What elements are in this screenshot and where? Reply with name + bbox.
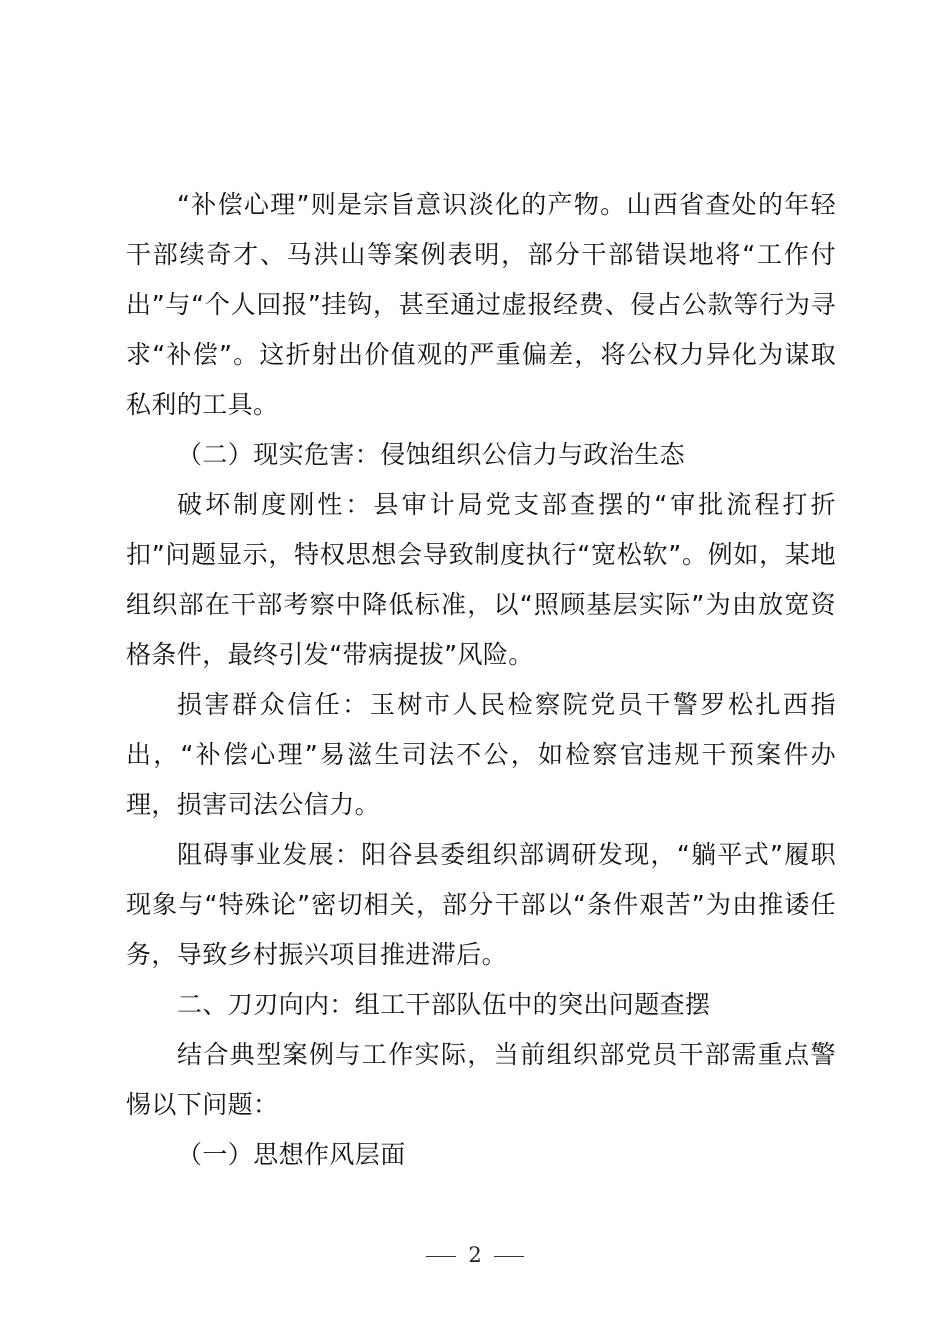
- footer-dash-left: [426, 1256, 456, 1257]
- page-number: 2: [468, 1243, 482, 1267]
- footer-dash-right: [494, 1256, 524, 1257]
- paragraph-review-intro: 结合典型案例与工作实际，当前组织部党员干部需重点警惕以下问题：: [126, 1040, 836, 1119]
- section-heading-real-harm: （二）现实危害：侵蚀组织公信力与政治生态: [177, 440, 686, 469]
- paragraph-compensation-mentality: “补偿心理”则是宗旨意识淡化的产物。山西省查处的年轻干部续奇才、马洪山等案例表明，部分干部错误地将“工作付出”与“个人回报”挂钩，甚至通过虚报经费、侵占公款等行为寻求“补偿”。这折射出价值观的严重偏差，将公权力异化为谋取私利的工具。: [126, 190, 836, 419]
- section-heading-problem-review: 二、刀刃向内：组工干部队伍中的突出问题查摆: [177, 990, 711, 1019]
- paragraph-public-trust: 损害群众信任：玉树市人民检察院党员干警罗松扎西指出，“补偿心理”易滋生司法不公，如检察官违规干预案件办理，损害司法公信力。: [126, 690, 836, 819]
- page-footer: [0, 1240, 950, 1270]
- paragraph-system-rigidity: 破坏制度刚性：县审计局党支部查摆的“审批流程打折扣”问题显示，特权思想会导致制度执行“宽松软”。例如，某地组织部在干部考察中降低标准，以“照顾基层实际”为由放宽资格条件，最终引发“带病提拔”风险。: [126, 490, 836, 669]
- paragraph-career-development: 阻碍事业发展：阳谷县委组织部调研发现，“躺平式”履职现象与“特殊论”密切相关，部分干部以“条件艰苦”为由推诿任务，导致乡村振兴项目推进滞后。: [126, 840, 836, 969]
- subsection-heading-ideology-style: （一）思想作风层面: [177, 1140, 406, 1169]
